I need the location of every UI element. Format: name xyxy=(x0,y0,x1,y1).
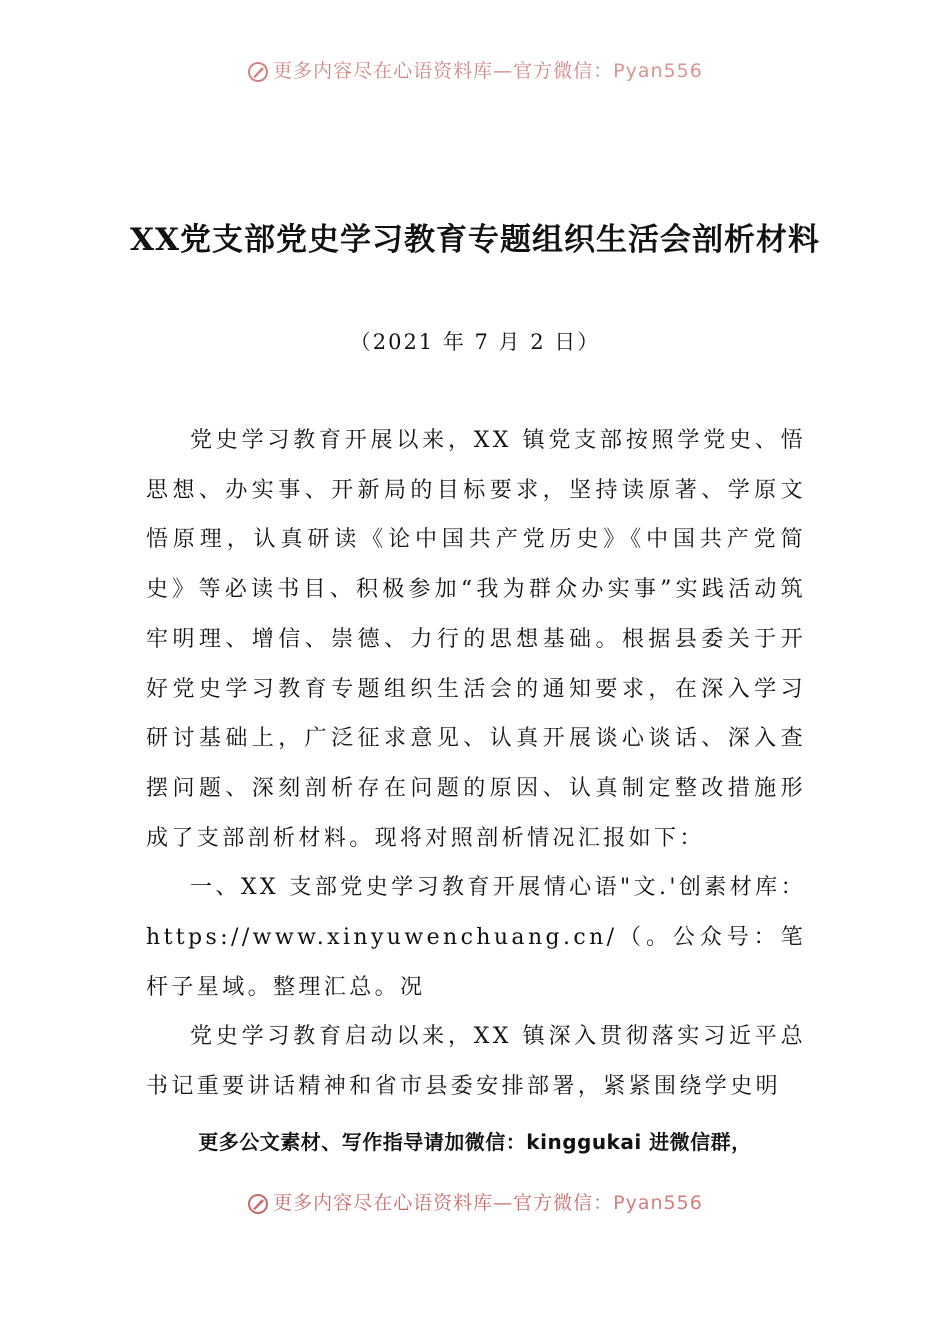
document-date: （2021 年 7 月 2 日） xyxy=(349,330,601,354)
footer-promo-note: 更多公文素材、写作指导请加微信：kinggukai 进微信群， xyxy=(198,1130,752,1154)
watermark-text: 更多内容尽在心语资料库—官方微信： xyxy=(273,1192,614,1214)
watermark-wechat-id: Pyan556 xyxy=(613,1192,703,1214)
watermark-text: 更多内容尽在心语资料库—官方微信： xyxy=(273,60,614,82)
paragraph: 一、XX 支部党史学习教育开展情心语"文.'创素材库：https://www.xinyuwenchuang.cn/（。公众号：笔杆子星域。整理汇总。况 xyxy=(146,875,806,1000)
paragraph: 党史学习教育启动以来，XX 镇深入贯彻落实习近平总书记重要讲话精神和省市县委安排部署，紧紧围绕学史明 xyxy=(146,1024,806,1100)
watermark-wechat-id: Pyan556 xyxy=(613,60,703,82)
watermark-header xyxy=(0,56,950,83)
paragraph: 党史学习教育开展以来，XX 镇党支部按照学党史、悟思想、办实事、开新局的目标要求，坚持读原著、学原文悟原理，认真研读《论中国共产党历史》《中国共产党简史》等必读书目、积极参加“我为群众办实事”实践活动筑牢明理、增信、崇德、力行的思想基础。根据县委关于开好党史学习教育专题组织生活会的通知要求，在深入学习研讨基础上，广泛征求意见、认真开展谈心谈话、深入查摆问题、深刻剖析存在问题的原因、认真制定整改措施形成了支部剖析材料。现将对照剖析情况汇报如下： xyxy=(146,428,806,851)
watermark-footer xyxy=(0,1188,950,1215)
pen-logo-icon xyxy=(247,1193,269,1215)
pen-logo-icon xyxy=(247,61,269,83)
document-body xyxy=(146,416,806,1112)
document-title: XX党支部党史学习教育专题组织生活会剖析材料 xyxy=(129,222,821,258)
